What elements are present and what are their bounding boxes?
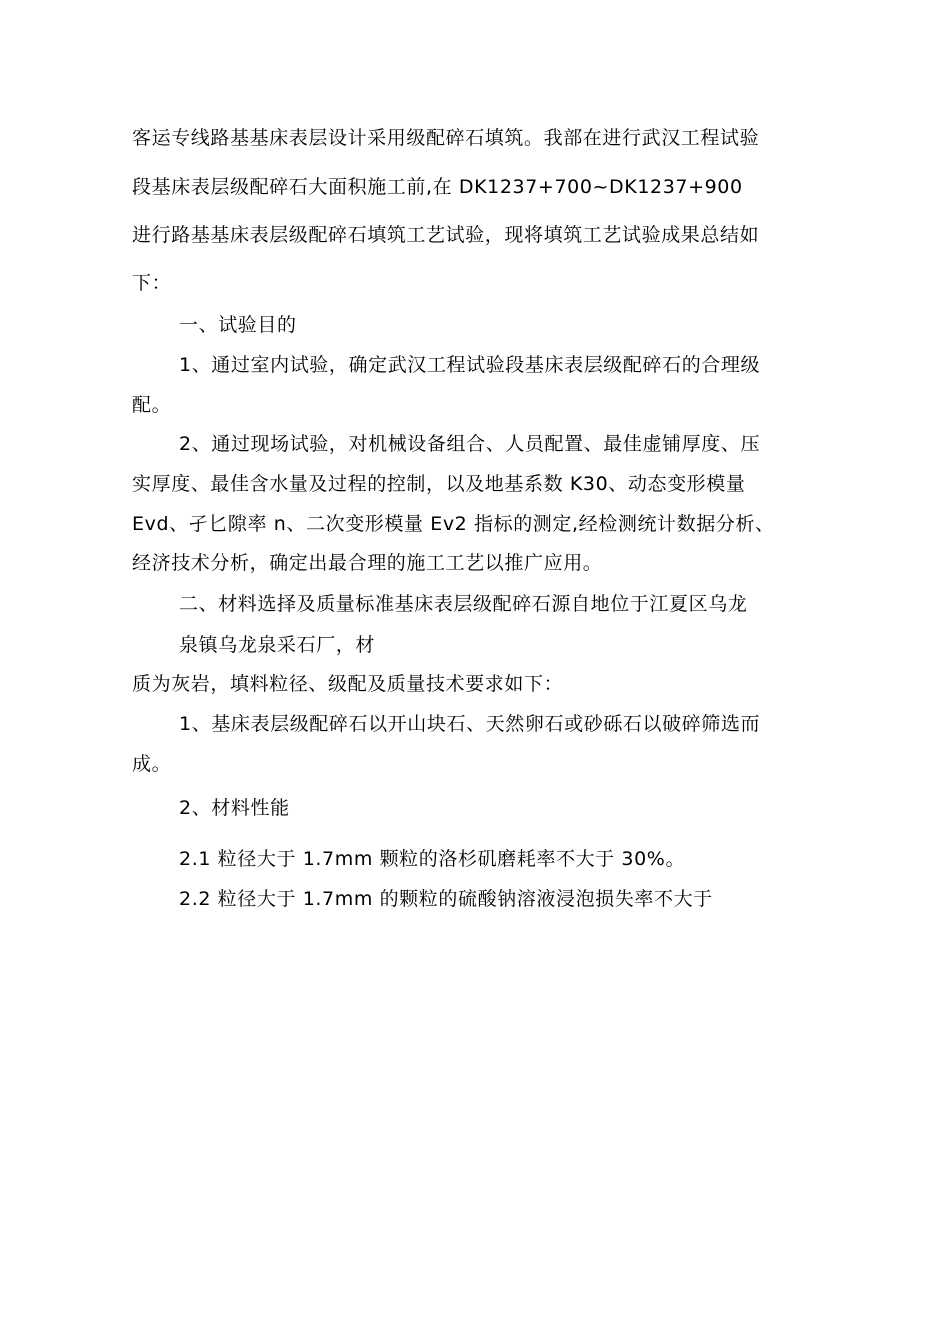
text-line: 泉镇乌龙泉采石厂，材: [179, 634, 376, 656]
text-line: 2、通过现场试验，对机械设备组合、人员配置、最佳虚铺厚度、压: [179, 433, 761, 455]
text-line: 配。: [132, 394, 172, 416]
text-line: 下：: [132, 272, 172, 294]
text-line: 进行路基基床表层级配碎石填筑工艺试验，现将填筑工艺试验成果总结如: [132, 224, 760, 246]
text-line: 段基床表层级配碎石大面积施工前,在 DK1237+700~DK1237+900: [132, 176, 743, 198]
text-line: 1、通过室内试验，确定武汉工程试验段基床表层级配碎石的合理级: [179, 354, 761, 376]
text-line: 经济技术分析，确定出最合理的施工工艺以推广应用。: [132, 552, 603, 574]
section-heading: 二、材料选择及质量标准基床表层级配碎石源自地位于江夏区乌龙: [179, 593, 748, 615]
text-line: 成。: [132, 753, 172, 775]
text-line: Evd、孑匕隙率 n、二次变形模量 Ev2 指标的测定,经检测统计数据分析、: [132, 513, 775, 535]
text-line: 1、基床表层级配碎石以开山块石、天然卵石或砂砾石以破碎筛选而: [179, 713, 761, 735]
text-line: 2.2 粒径大于 1.7mm 的颗粒的硫酸钠溶液浸泡损失率不大于: [179, 888, 713, 910]
text-line: 客运专线路基基床表层设计采用级配碎石填筑。我部在进行武汉工程试验: [132, 127, 760, 149]
text-line: 实厚度、最佳含水量及过程的控制，以及地基系数 K30、动态变形模量: [132, 473, 746, 495]
text-line: 2.1 粒径大于 1.7mm 颗粒的洛杉矶磨耗率不大于 30%。: [179, 848, 686, 870]
section-heading: 一、试验目的: [179, 314, 297, 336]
text-line: 2、材料性能: [179, 797, 290, 819]
text-line: 质为灰岩，填料粒径、级配及质量技术要求如下：: [132, 673, 564, 695]
